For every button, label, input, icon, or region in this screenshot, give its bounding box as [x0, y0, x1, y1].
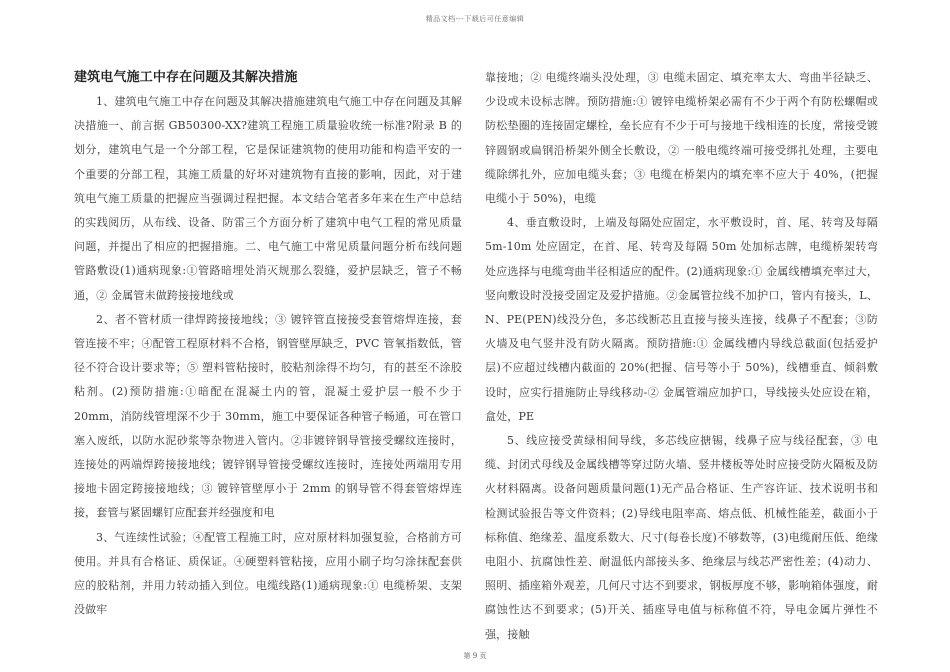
left-column	[74, 66, 462, 622]
page-number: 第 9 页	[463, 652, 487, 660]
right-column	[485, 66, 878, 647]
page-header: 精品文档---下载后可任意编辑	[425, 15, 525, 23]
paragraph-2: 2、者不管材质一律焊跨接接地线；③ 镀锌管直接接受套管熔焊连接，套管连接不牢；④配管工程原材料不合格，钢管壁厚缺乏，PVC 管氧指数低，管径不符合设计要求等；⑤ 塑料管粘接时，胶粘剂涂得不均匀，有的甚至不涂胶粘剂。(2)预防措施:①暗配在混凝土内的管，混凝土爱护层一般不少于 20mm，消防线管埋深不少于 30mm，施工中要保证各种管子畅通，可在管口塞入废纸，以防水泥砂浆等杂物进入管内。②非镀锌钢导管接受螺纹连接时，连接处的两端焊跨接接地线；镀锌钢导管接受螺纹连接时，连接处两端用专用接地卡固定跨接接地线；③ 镀锌管壁厚小于 2mm 的钢导管不得套管熔焊连接，套管与紧固螺钉应配套并经强度和电	[74, 312, 462, 520]
paragraph-3: 3、气连续性试验；④配管工程施工时，应对原材料加强复验，合格前方可使用。并具有合格证、质保证。④硬塑料管粘接，应用小刷子均匀涂抹配套供应的胶粘剂，并用力转动插入到位。电缆线路(1)通病现象:① 电缆桥架、支架没做牢	[74, 530, 462, 617]
paragraph-5: 5、线应接受黄绿相间导线，多芯线应搪锡，线鼻子应与线径配套，③ 电缆、封闭式母线及金属线槽等穿过防火墙、竖井楼板等处时应接受防火隔板及防火材料隔离。设备问题质量问题(1)无产品合格证、生产容许证、技术说明书和检测试验报告等文件资料；(2)导线电阻率高、熔点低、机械性能差，截面小于标称值、绝缘差、温度系数大、尺寸(每卷长度)不够数等，(3)电缆耐压低、绝缘电阻小、抗腐蚀性差、耐温低内部接头多、绝缘层与线芯严密性差；(4)动力、照明、插座箱外观差，几何尺寸达不到要求，钢板厚度不够，影响箱体强度，耐腐蚀性达不到要求；(5)开关、插座导电值与标称值不符，导电金属片弹性不强，接触	[485, 434, 878, 641]
paragraph-4: 4、垂直敷设时，上端及每隔处应固定，水平敷设时，首、尾、转弯及每隔 5m-10m 处应固定，在首、尾、转弯及每隔 50m 处加标志牌，电缆桥架转弯处应选择与电缆弯曲半径相适应的配件。(2)通病现象:① 金属线槽填充率过大，竖向敷设时没接受固定及爱护措施。②金属管拉线不加护口，管内有接头，L、N、PE(PEN)线没分色，多芯线断芯且直接与接头连接，线鼻子不配套；③防火墙及电气竖井没有防火隔离。预防措施:① 金属线槽内导线总截面(包括爱护层)不应超过线槽内截面的 20%(把握、信号等小于 50%)，线槽垂直、倾斜敷设时，应实行措施防止导线移动-② 金属管端应加护口，导线接头处应设在箱，盒处，PE	[485, 216, 878, 423]
document-title: 建筑电气施工中存在问题及其解决措施	[74, 70, 298, 85]
paragraph-1: 1、建筑电气施工中存在问题及其解决措施建筑电气施工中存在问题及其解决措施一、前言据 GB50300-XX?建筑工程施工质量验收统一标准?附录 B 的划分，建筑电气是一个分部工程，它是保证建筑物的使用功能和构造平安的一个重要的分部工程，其施工质量的好坏对建筑物有直接的影响，因此，对于建筑电气施工质量的把握应当强调过程把握。本文结合笔者多年来在生产中总结的实践阅历，从布线、设备、防雷三个方面分析了建筑中电气工程的常见质量问题，并提出了相应的把握措施。二、电气施工中常见质量问题分析布线问题管路敷设(1)通病现象:①管路暗埋处消灭规那么裂缝，爱护层缺乏，管子不畅通，② 金属管未做跨接接地线或	[74, 95, 462, 302]
paragraph-3-continued: 靠接地；② 电缆终端头没处理，③ 电缆未固定、填充率太大、弯曲半径缺乏、少设或未设标志牌。预防措施:① 镀锌电缆桥架必需有不少于两个有防松螺帽或防松垫圈的连接固定螺栓，垒长应有不少于可与接地干线相连的长度，常接受镀锌圆钢或扁钢沿桥架外侧全长敷设，② 一般电缆终端可接受绑扎处理，主要电缆除绑扎外，应加电缆头套；③ 电缆在桥架内的填充率不应大于 40%，(把握电缆小于 50%)，电缆	[485, 71, 878, 206]
